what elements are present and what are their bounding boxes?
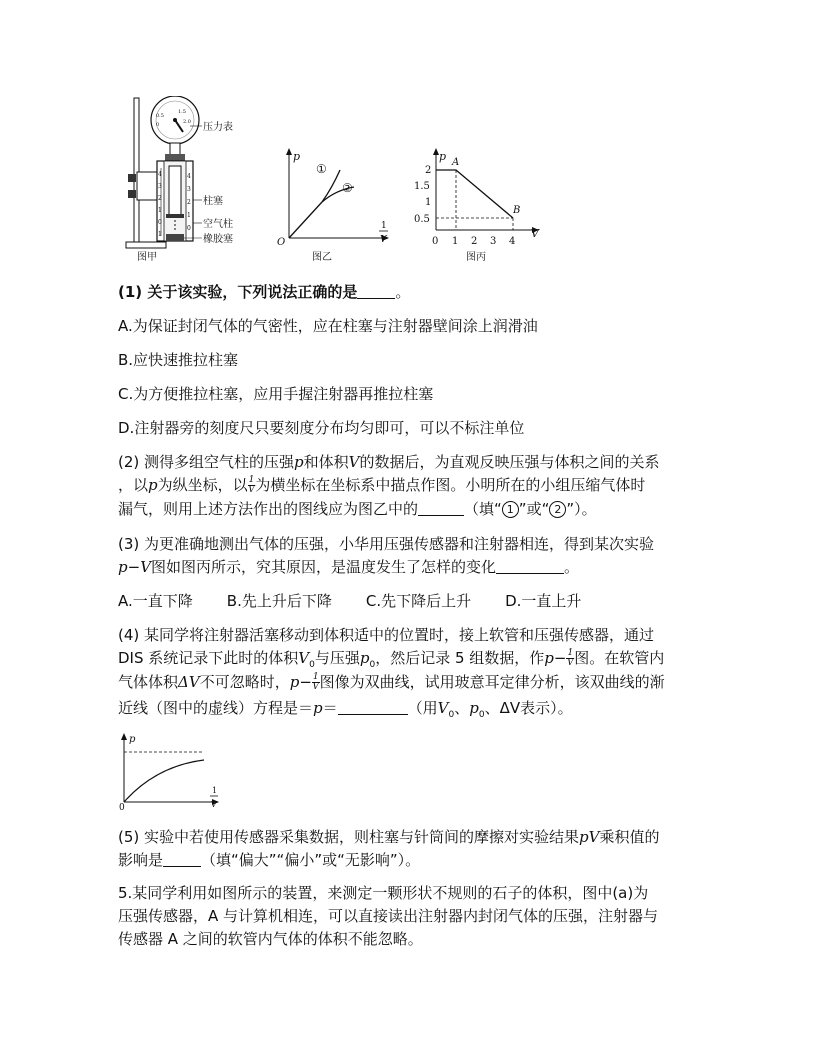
bing-point-b: B (513, 205, 521, 216)
q2-line-3: 漏气，则用上述方法作出的图线应为图乙中的 （填“ 1 ”或“ 2 ”）。 (118, 500, 597, 518)
right-scale-3: 1 (187, 212, 191, 219)
plunger-label: 柱塞 (203, 196, 223, 207)
right-scale-1: 3 (187, 186, 191, 193)
scale-tick-2: 2 (158, 195, 162, 202)
yi-x-den: V (380, 235, 387, 245)
p5-line-2: 压强传感器，A 与计算机相连，可以直接读出注射器内封闭气体的压强，注射器与 (118, 907, 659, 925)
q4-line-4: 近线（图中的虚线）方程是＝p＝ （用$V_0$、$p_0$、ΔV表示）。 (118, 699, 573, 720)
bing-p-label: p (439, 150, 447, 163)
q3-line-2: p−V图如图丙所示，究其原因，是温度发生了怎样的变化 。 (118, 558, 580, 576)
caption-bing: 图丙 (466, 252, 486, 263)
q5-line-2: 影响是 （填“偏大”“偏小”或“无影响”）。 (118, 851, 421, 869)
q3-line-1: (3) 为更准确地测出气体的压强，小华用压强传感器和注射器相连，得到某次实验 (118, 535, 655, 553)
q2-line-2: ，以p为纵坐标，以 $\frac{1}{V}$ 为横坐标在坐标系中描点作图。小明所在的小组压缩气体时 (118, 475, 646, 495)
right-scale-0: 4 (187, 173, 191, 180)
scale-tick-1: 3 (158, 183, 162, 190)
gauge-label: 压力表 (203, 122, 233, 133)
figure-bing (408, 146, 548, 264)
bing-x-tick-4: 4 (509, 236, 516, 247)
bing-x-tick-1: 1 (452, 236, 459, 247)
gauge-tick-0: 0 (156, 122, 160, 128)
q3-blank[interactable] (496, 557, 564, 574)
q1-option-a: A.为保证封闭气体的气密性，应在柱塞与注射器壁间涂上润滑油 (118, 317, 538, 335)
figure-yi (272, 146, 392, 264)
q3-option-b: B.先上升后下降 (226, 592, 332, 610)
bing-point-a: A (452, 157, 460, 168)
yi-line-base (289, 202, 322, 238)
rubber-stopper-label: 橡胶塞 (203, 234, 233, 245)
gauge-tick-3: 2.0 (183, 119, 191, 125)
q1-option-c: C.为方便推拉柱塞，应用手握注射器再推拉柱塞 (118, 385, 434, 403)
q4-line-3: 气体体积ΔV不可忽略时，p− $\frac{1}{V}$ 图像为双曲线，试用玻意耳定律分析，该双曲线的渐 (118, 672, 665, 692)
yi-x-num: 1 (381, 221, 387, 231)
yi-p-label: p (293, 150, 301, 163)
bing-line-ab (436, 170, 513, 218)
bing-v-label: V (531, 227, 539, 240)
q3-option-d: D.一直上升 (505, 592, 582, 610)
q5-line-1: (5) 实验中若使用传感器采集数据，则柱塞与针筒间的摩擦对实验结果pV乘积值的 (118, 828, 660, 846)
gauge-tick-1: 0.5 (156, 113, 164, 119)
q4-x-num: 1 (212, 786, 218, 795)
q1-option-d: D.注射器旁的刻度尺只要刻度分布均匀即可，可以不标注单位 (118, 419, 525, 437)
bing-y-tick-0-5: 0.5 (414, 214, 430, 225)
q4-line-1: (4) 某同学将注射器活塞移动到体积适中的位置时，接上软管和压强传感器，通过 (118, 626, 655, 644)
q3-option-c: C.先下降后上升 (365, 592, 472, 610)
q4-line-2: DIS 系统记录下此时的体积$V_0$与压强$p_0$，然后记录 5 组数据，作p− $\frac{1}{V}$ 图。在软管内 (118, 648, 665, 670)
p5-line-3: 传感器 A 之间的软管内气体的体积不能忽略。 (118, 930, 423, 948)
q4-blank[interactable] (338, 698, 408, 715)
q2-blank[interactable] (418, 499, 464, 516)
bing-y-tick-1: 1 (425, 197, 432, 208)
q3-options (118, 590, 703, 613)
q5-blank[interactable] (163, 850, 201, 867)
right-scale-4: 0 (187, 225, 191, 232)
bing-x-tick-2: 2 (471, 236, 478, 247)
scale-tick-4: 0 (158, 219, 162, 226)
yi-curve-1-label: ① (316, 162, 327, 176)
bing-x-tick-3: 3 (490, 236, 497, 247)
figure-jia (120, 96, 260, 264)
q4-origin: 0 (119, 803, 125, 812)
bing-y-tick-2: 2 (425, 165, 432, 176)
q1-option-b: B.应快速推拉柱塞 (118, 351, 239, 369)
yi-curve-2-label: ② (342, 181, 353, 195)
scale-tick-5: 1 (158, 231, 162, 238)
caption-yi: 图乙 (312, 252, 332, 263)
q4-curve (124, 760, 204, 802)
q1-blank[interactable] (357, 282, 395, 299)
right-scale-2: 2 (187, 199, 191, 206)
gauge-tick-2: 1.5 (178, 109, 186, 115)
q1-stem: (1) 关于该实验，下列说法正确的是 。 (118, 283, 411, 301)
q3-option-a: A.一直下降 (118, 592, 193, 610)
caption-jia: 图甲 (137, 252, 157, 263)
figure-q4 (116, 730, 226, 812)
p5-line-1: 5.某同学利用如图所示的装置，来测定一颗形状不规则的石子的体积，图中(a)为 (118, 884, 649, 902)
scale-tick-0: 4 (158, 171, 162, 178)
air-column-label: 空气柱 (203, 219, 233, 230)
yi-origin: O (277, 237, 286, 248)
q4-x-den: V (211, 800, 217, 809)
q2-line-1: (2) 测得多组空气柱的压强p和体积V的数据后，为直观反映压强与体积之间的关系 (118, 453, 660, 471)
bing-y-tick-1-5: 1.5 (414, 181, 430, 192)
q2-fraction: $\frac{1}{V}$ (248, 475, 255, 495)
scale-tick-3: 1 (158, 207, 162, 214)
bing-x-tick-0: 0 (432, 236, 439, 247)
q4-p-label: p (129, 734, 136, 745)
